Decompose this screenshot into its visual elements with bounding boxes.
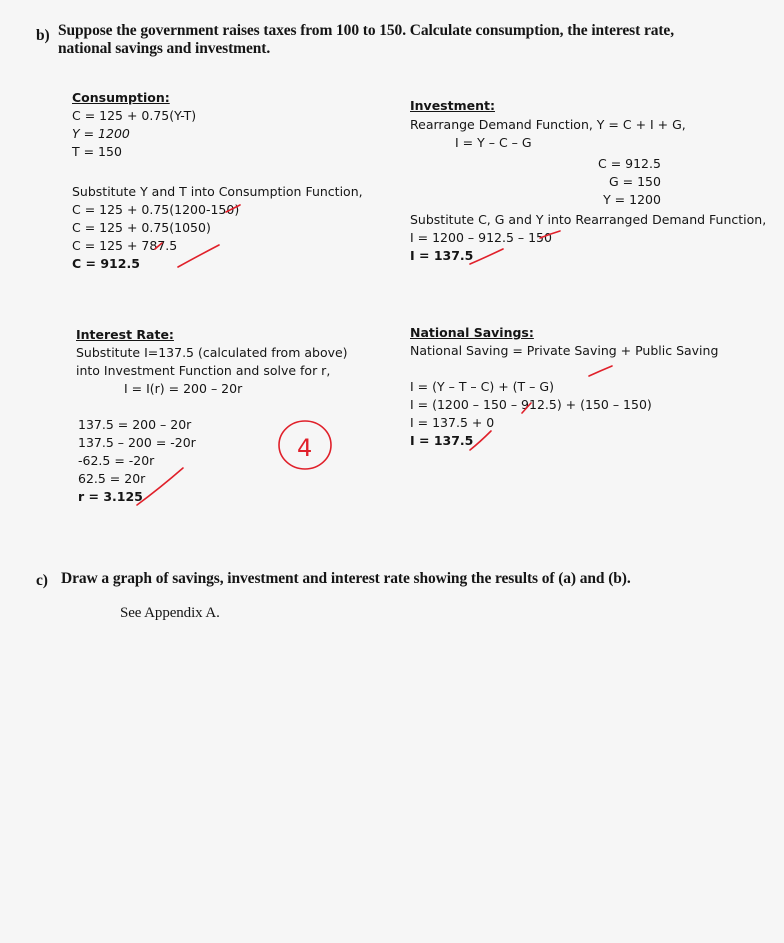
investment-rearrange: Rearrange Demand Function, Y = C + I + G, (410, 117, 686, 132)
income-value: Y = 1200 (603, 192, 661, 207)
check-mark (226, 205, 240, 212)
interest-rate-line: into Investment Function and solve for r, (76, 363, 331, 378)
interest-rate-result: r = 3.125 (78, 489, 143, 504)
consumption-intro: Substitute Y and T into Consumption Function, (72, 184, 363, 199)
investment-step: I = 1200 – 912.5 – 150 (410, 230, 552, 245)
question-b-line-1: Suppose the government raises taxes from 100 to 150. Calculate consumption, the interest rate, (58, 22, 674, 39)
consumption-function: C = 125 + 0.75(Y-T) (72, 108, 197, 123)
national-savings-step: I = (1200 – 150 – 912.5) + (150 – 150) (410, 397, 652, 412)
question-b-label: b) (36, 27, 50, 44)
national-savings-heading: National Savings: (410, 325, 534, 340)
national-savings-result: I = 137.5 (410, 433, 474, 448)
appendix-reference: See Appendix A. (120, 605, 220, 621)
taxes-value: T = 150 (72, 144, 122, 159)
national-saving-definition: National Saving = Private Saving + Public Saving (410, 343, 719, 358)
government-value: G = 150 (608, 174, 661, 189)
check-mark (178, 245, 219, 267)
question-c-label: c) (36, 572, 48, 589)
check-mark (137, 468, 183, 505)
interest-rate-step: 137.5 – 200 = -20r (78, 435, 196, 450)
national-savings-step: I = (Y – T – C) + (T – G) (410, 379, 554, 394)
consumption-value: C = 912.5 (598, 156, 661, 171)
investment-function: I = I(r) = 200 – 20r (124, 381, 243, 396)
income-value: Y = 1200 (72, 126, 130, 141)
consumption-heading: Consumption: (72, 90, 170, 105)
consumption-result: C = 912.5 (72, 256, 140, 271)
interest-rate-step: 137.5 = 200 – 20r (78, 417, 192, 432)
grade-mark: 4 (297, 434, 313, 462)
interest-rate-heading: Interest Rate: (76, 327, 174, 342)
investment-result: I = 137.5 (410, 248, 474, 263)
check-mark (589, 366, 612, 376)
consumption-step: C = 125 + 0.75(1200-150) (72, 202, 240, 217)
check-mark (522, 403, 531, 413)
interest-rate-line: Substitute I=137.5 (calculated from above) (76, 345, 348, 360)
check-mark (470, 431, 491, 450)
check-mark (155, 243, 162, 249)
check-mark (470, 249, 503, 264)
investment-heading: Investment: (410, 98, 495, 113)
interest-rate-step: 62.5 = 20r (78, 471, 146, 486)
check-mark (540, 231, 560, 238)
consumption-step: C = 125 + 0.75(1050) (72, 220, 211, 235)
interest-rate-step: -62.5 = -20r (78, 453, 155, 468)
question-c-text: Draw a graph of savings, investment and interest rate showing the results of (a) and (b). (61, 570, 631, 587)
consumption-step: C = 125 + 787.5 (72, 238, 178, 253)
question-b-line-2: national savings and investment. (58, 40, 271, 57)
investment-equation: I = Y – C – G (455, 135, 532, 150)
investment-intro: Substitute C, G and Y into Rearranged Demand Function, (410, 212, 767, 227)
national-savings-step: I = 137.5 + 0 (410, 415, 495, 430)
